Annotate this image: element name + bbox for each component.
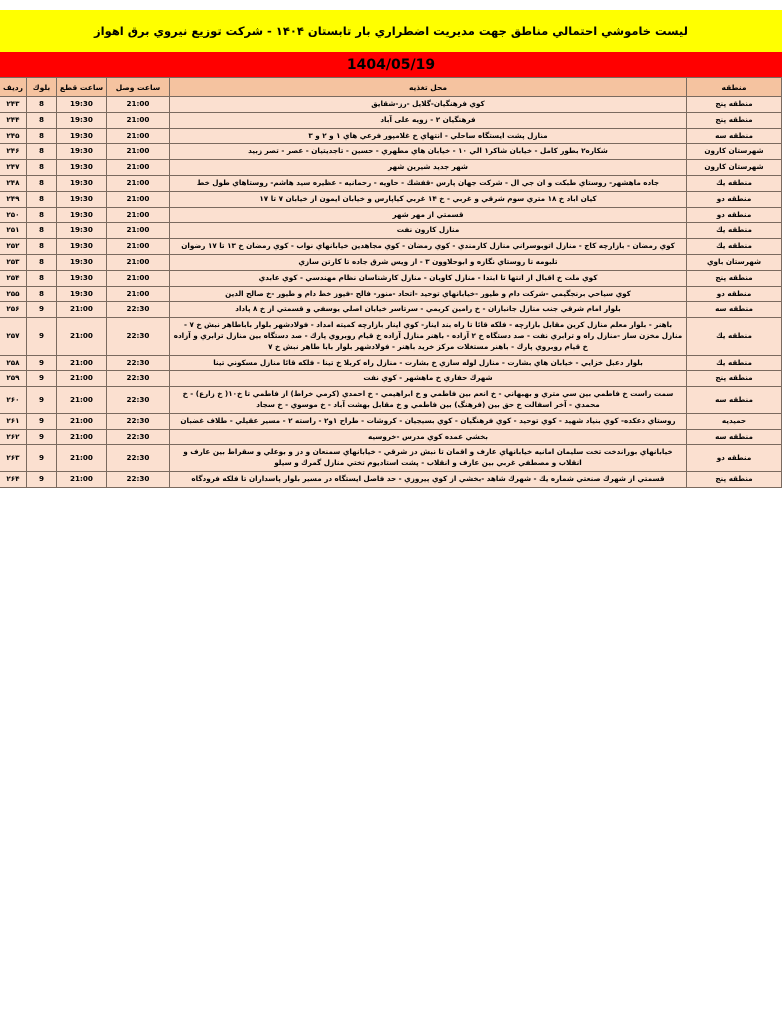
cell-block: 9 <box>27 355 57 371</box>
cell-off-time: 19:30 <box>57 270 107 286</box>
cell-block: 9 <box>27 471 57 487</box>
table-header <box>0 78 782 97</box>
cell-block: 8 <box>27 254 57 270</box>
table-row <box>0 160 782 176</box>
column-header-on-time: ساعت وصل <box>107 78 170 97</box>
cell-index: ۲۵۶ <box>0 302 27 318</box>
cell-index: ۲۵۹ <box>0 371 27 387</box>
cell-address: كوي سياحي برنجگيمي -شركت دام و طيور -خيابانهاي توحيد -اتحاد -منور- فالح -فيوز خط دام و طيور -خ صالح الدين <box>170 286 687 302</box>
cell-address: شهرك حفاري خ ماهشهر - كوي نفت <box>170 371 687 387</box>
cell-index: ۲۵۰ <box>0 207 27 223</box>
cell-block: 8 <box>27 128 57 144</box>
cell-region: منطقه پنج <box>687 371 782 387</box>
cell-on-time: 22:30 <box>107 302 170 318</box>
cell-block: 8 <box>27 160 57 176</box>
cell-index: ۲۵۸ <box>0 355 27 371</box>
cell-off-time: 21:00 <box>57 387 107 414</box>
cell-index: ۲۶۳ <box>0 445 27 472</box>
table-row <box>0 270 782 286</box>
cell-index: ۲۴۵ <box>0 128 27 144</box>
cell-block: 9 <box>27 413 57 429</box>
cell-on-time: 22:30 <box>107 471 170 487</box>
cell-on-time: 21:00 <box>107 175 170 191</box>
cell-block: 9 <box>27 318 57 355</box>
cell-region: منطقه يك <box>687 239 782 255</box>
cell-off-time: 19:30 <box>57 112 107 128</box>
cell-region: منطقه يك <box>687 175 782 191</box>
table-row <box>0 445 782 472</box>
cell-off-time: 21:00 <box>57 413 107 429</box>
cell-off-time: 21:00 <box>57 471 107 487</box>
table-header-row <box>0 78 782 97</box>
cell-region: منطقه پنج <box>687 471 782 487</box>
cell-on-time: 21:00 <box>107 191 170 207</box>
column-header-index: رديف <box>0 78 27 97</box>
cell-index: ۲۵۳ <box>0 254 27 270</box>
cell-address: بخشي عمده كوي مدرس -خروسيه <box>170 429 687 445</box>
cell-on-time: 21:00 <box>107 286 170 302</box>
cell-off-time: 19:30 <box>57 144 107 160</box>
column-header-address: محل تغذيه <box>170 78 687 97</box>
cell-on-time: 21:00 <box>107 97 170 113</box>
cell-index: ۲۵۵ <box>0 286 27 302</box>
cell-region: منطقه پنج <box>687 112 782 128</box>
table-row <box>0 286 782 302</box>
cell-region: منطقه دو <box>687 191 782 207</box>
cell-region: منطقه يك <box>687 355 782 371</box>
cell-off-time: 21:00 <box>57 429 107 445</box>
cell-block: 8 <box>27 191 57 207</box>
cell-block: 8 <box>27 144 57 160</box>
cell-off-time: 19:30 <box>57 286 107 302</box>
cell-address: فرهنگيان ۲ - زويه على آباد <box>170 112 687 128</box>
cell-address: شكاره۲ بطور كامل - خيابان شاكر۱ الي ۱۰ - خيابان هاي مطهري - حسين - تاجديتيان - عصر - تصر زبيد <box>170 144 687 160</box>
cell-address: بلوار امام شرقي جنب منازل جانبازان - خ رامين كريمي - سرتاسر خيابان اصلي يوسفي و قسمتي از خ ۸ پاداد <box>170 302 687 318</box>
table-row <box>0 175 782 191</box>
cell-off-time: 21:00 <box>57 445 107 472</box>
cell-address: منازل كارون نفت <box>170 223 687 239</box>
cell-on-time: 22:30 <box>107 445 170 472</box>
cell-address: قسمتي از مهر شهر <box>170 207 687 223</box>
cell-block: 8 <box>27 207 57 223</box>
cell-off-time: 19:30 <box>57 239 107 255</box>
cell-address: بلوار دعبل خزايي - خيابان هاي بشارت - منازل لوله سازي خ بشارت - منازل راه كربلا خ تينا - فلكه قائا منازل مسكوني تينا <box>170 355 687 371</box>
cell-block: 8 <box>27 175 57 191</box>
cell-on-time: 22:30 <box>107 429 170 445</box>
table-row <box>0 239 782 255</box>
cell-address: كوي رمضان - بازارچه كاج - منازل اتوبوسراني منازل كارمندي - كوي رمضان - كوي مجاهدين خيابانهاي نواب - كوي رمضان خ ۱۳ تا ۱۷ رضوان <box>170 239 687 255</box>
cell-address: كوي ملت خ اقبال از انتها تا ابتدا - منازل كاويان - منازل كارشناسان نظام مهندسي - كوي عابدي <box>170 270 687 286</box>
cell-address: جاده ماهشهر- روستاي طبكت و ان جي ال - شركت جهان پارس -قفشك - حاويه - رحمانيه - عظيره سيد هاشم- روستاهاي طول خط <box>170 175 687 191</box>
table-row <box>0 97 782 113</box>
cell-index: ۲۴۳ <box>0 97 27 113</box>
table-row <box>0 144 782 160</box>
cell-region: حميديه <box>687 413 782 429</box>
cell-on-time: 21:00 <box>107 239 170 255</box>
cell-off-time: 19:30 <box>57 160 107 176</box>
cell-region: منطقه پنج <box>687 270 782 286</box>
cell-index: ۲۴۹ <box>0 191 27 207</box>
cell-block: 9 <box>27 429 57 445</box>
column-header-block: بلوك <box>27 78 57 97</box>
outage-schedule-table <box>0 77 782 488</box>
cell-off-time: 19:30 <box>57 254 107 270</box>
table-row <box>0 254 782 270</box>
cell-region: شهرستان كارون <box>687 144 782 160</box>
table-body <box>0 97 782 488</box>
cell-region: شهرستان باوي <box>687 254 782 270</box>
cell-on-time: 21:00 <box>107 207 170 223</box>
cell-block: 8 <box>27 97 57 113</box>
cell-on-time: 22:30 <box>107 371 170 387</box>
cell-region: منطقه سه <box>687 387 782 414</box>
cell-region: منطقه دو <box>687 207 782 223</box>
cell-index: ۲۵۱ <box>0 223 27 239</box>
cell-on-time: 21:00 <box>107 112 170 128</box>
cell-block: 8 <box>27 239 57 255</box>
cell-address: سمت راست خ فاطمي بين سي متري و بهبهاني - خ انعم بين فاطمي و خ ابراهيمي - خ احمدي (كرمي خراط) از فاطمي تا خ۱۰( خ زارع) - خ محمدي - آخر اسفالت خ حق بين (فرهنگ) بين فاطمي و خ مقابل بهشت آباد - خ موسوي - خ سجاد <box>170 387 687 414</box>
cell-off-time: 19:30 <box>57 128 107 144</box>
table-row <box>0 128 782 144</box>
cell-off-time: 19:30 <box>57 175 107 191</box>
cell-block: 8 <box>27 270 57 286</box>
table-row <box>0 223 782 239</box>
cell-region: منطقه دو <box>687 445 782 472</box>
table-row <box>0 112 782 128</box>
schedule-date: 1404/05/19 <box>0 52 782 77</box>
cell-block: 8 <box>27 112 57 128</box>
cell-index: ۲۶۱ <box>0 413 27 429</box>
cell-block: 9 <box>27 371 57 387</box>
cell-on-time: 22:30 <box>107 387 170 414</box>
cell-index: ۲۴۸ <box>0 175 27 191</box>
cell-region: منطقه سه <box>687 302 782 318</box>
cell-on-time: 21:00 <box>107 270 170 286</box>
cell-index: ۲۶۰ <box>0 387 27 414</box>
table-row <box>0 413 782 429</box>
cell-on-time: 21:00 <box>107 128 170 144</box>
table-row <box>0 387 782 414</box>
cell-block: 8 <box>27 223 57 239</box>
column-header-region: منطقه <box>687 78 782 97</box>
cell-on-time: 22:30 <box>107 355 170 371</box>
cell-address: خيابانهاي بوراندخت تخت سليمان امانيه خيابانهاي عارف و اقمان تا نبش دز شرقي - خيابانهاي سمنعان و دز و بوعلي و سقراط بين عارف و انقلاب و مصطفي غربي بين عارف و انقلاب - پشت استاديوم تختي منازل گمرك و سيلو <box>170 445 687 472</box>
cell-off-time: 21:00 <box>57 302 107 318</box>
cell-on-time: 22:30 <box>107 413 170 429</box>
cell-on-time: 22:30 <box>107 318 170 355</box>
cell-off-time: 19:30 <box>57 191 107 207</box>
cell-on-time: 21:00 <box>107 223 170 239</box>
table-row <box>0 429 782 445</box>
cell-region: منطقه يك <box>687 318 782 355</box>
cell-address: تلبومه تا روستاي نگازه و ابوحلاوون ۳ - از ويس شرق جاده تا كارتن سازي <box>170 254 687 270</box>
cell-index: ۲۴۷ <box>0 160 27 176</box>
cell-off-time: 21:00 <box>57 355 107 371</box>
cell-on-time: 21:00 <box>107 144 170 160</box>
table-row <box>0 302 782 318</box>
cell-block: 8 <box>27 286 57 302</box>
cell-address: كوي فرهنگيان-گلايل -رز-شقايق <box>170 97 687 113</box>
cell-region: شهرستان كارون <box>687 160 782 176</box>
cell-index: ۲۵۷ <box>0 318 27 355</box>
cell-address: باهنر - بلوار معلم منازل كرين مقابل بازارچه - فلكه قائا تا راه بند اينار- كوي اينار بازارچه كميته امداد - فولادشهر بلوار باباطاهر نبش خ ۷ - منازل مخزن ساز -منازل راه و ترابري نفت - صد دستگاه خ ۲ آزاده - باهنر منازل آزاده خ قيام روبروي پارك - صد دستگاه بين منازل ترابري و آزاده خ قيام روبروي پارك - باهنر مستغلات مركز خريد باهنر - فولادشهر بلوار بابا طاهر نبش خ ۷ <box>170 318 687 355</box>
cell-index: ۲۶۴ <box>0 471 27 487</box>
table-row <box>0 318 782 355</box>
cell-off-time: 21:00 <box>57 318 107 355</box>
cell-block: 9 <box>27 302 57 318</box>
cell-index: ۲۵۴ <box>0 270 27 286</box>
column-header-off-time: ساعت قطع <box>57 78 107 97</box>
cell-address: منازل پشت ايستگاه ساحلي - انتهاي خ غلامپور فرعي هاي ۱ و ۲ و ۳ <box>170 128 687 144</box>
cell-off-time: 19:30 <box>57 223 107 239</box>
cell-off-time: 19:30 <box>57 207 107 223</box>
table-row <box>0 371 782 387</box>
cell-off-time: 21:00 <box>57 371 107 387</box>
cell-region: منطقه يك <box>687 223 782 239</box>
cell-index: ۲۴۴ <box>0 112 27 128</box>
table-row <box>0 471 782 487</box>
cell-block: 9 <box>27 445 57 472</box>
cell-address: قسمتي از شهرك صنعتي شماره يك - شهرك شاهد -بخشي از كوي پيروزي - حد فاصل ايستگاه در مسير بلوار پاسداران تا فلكه فرودگاه <box>170 471 687 487</box>
cell-block: 9 <box>27 387 57 414</box>
cell-region: منطقه پنج <box>687 97 782 113</box>
table-row <box>0 355 782 371</box>
cell-region: منطقه دو <box>687 286 782 302</box>
cell-address: شهر جديد شيرين شهر <box>170 160 687 176</box>
cell-index: ۲۶۲ <box>0 429 27 445</box>
cell-index: ۲۵۲ <box>0 239 27 255</box>
cell-on-time: 21:00 <box>107 160 170 176</box>
cell-on-time: 21:00 <box>107 254 170 270</box>
cell-address: كيان اباد خ ۱۸ متري سوم شرقي و غربي - خ ۱۴ غربي كياپارس و خيابان ايمون از خيابان ۷ تا ۱۷ <box>170 191 687 207</box>
cell-off-time: 19:30 <box>57 97 107 113</box>
table-row <box>0 191 782 207</box>
cell-region: منطقه سه <box>687 429 782 445</box>
cell-region: منطقه سه <box>687 128 782 144</box>
cell-address: روستاي دعكده- كوي بنياد شهيد - كوي توحيد - كوي فرهنگيان - كوي بسيجيان - كروشات - طراح ۱و۲ - راسته ۲ - مسير عقيلي - طلاف غضبان <box>170 413 687 429</box>
page-title: ليست خاموشي احتمالي مناطق جهت مديريت اضطراري بار تابستان ۱۴۰۴ - شركت توزيع نيروي برق اهواز <box>0 10 782 52</box>
table-row <box>0 207 782 223</box>
cell-index: ۲۴۶ <box>0 144 27 160</box>
